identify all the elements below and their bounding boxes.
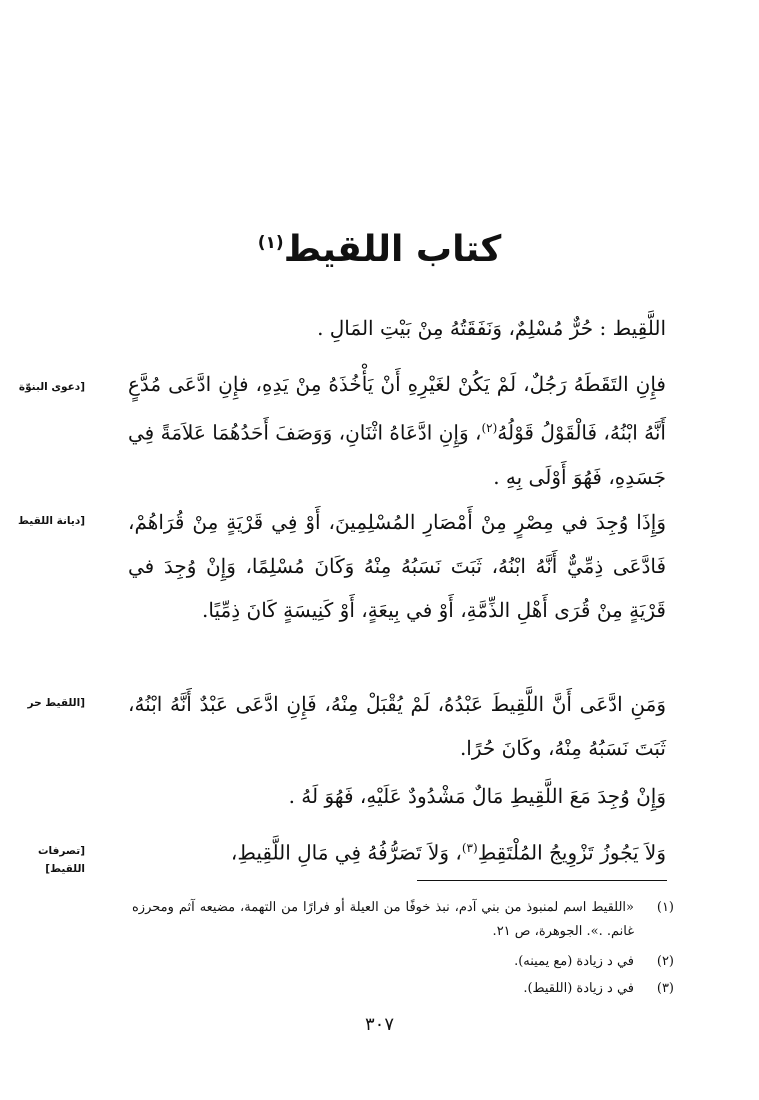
paragraph-definition: اللَّقِيط : حُرٌّ مُسْلِمٌ، وَنَفَقَتُهُ مِنْ بَيْتِ المَالِ . [317, 316, 666, 340]
footnote-number: (١) [656, 900, 674, 915]
footnote-number: (٢) [656, 954, 674, 969]
footnote-text: في د زيادة (مع يمينه). [514, 954, 634, 969]
page-number: ٣٠٧ [364, 1014, 394, 1035]
footnote-number: (٣) [656, 981, 674, 996]
footnote-2 [132, 950, 674, 974]
paragraph-property: وَإِنْ وُجِدَ مَعَ اللَّقِيطِ مَالٌ مَشْدُودٌ عَلَيْهِ، فَهُوَ لَهُ . [288, 784, 666, 808]
footnote-ref-2: (٢) [481, 421, 498, 435]
footnote-text: في د زيادة (اللقيط). [523, 981, 634, 996]
margin-gloss-religion: [ديانة اللقيط [18, 515, 85, 527]
margin-gloss-claim-of-sonship: [دعوى البنوّة [18, 381, 85, 393]
footnote-ref-3: (٣) [461, 841, 478, 855]
footnote-separator [417, 880, 667, 881]
chapter-title [0, 218, 759, 275]
paragraph-dispositions: وَلاَ يَجُوزُ تَزْوِيجُ المُلْتَقِطِ$^{(٣)}$، وَلاَ تَصَرُّفُهُ فِي مَالِ اللَّقِيطِ، [230, 840, 666, 865]
chapter-title-text: كتاب اللقيط [283, 229, 502, 270]
margin-gloss-foundling-free: [اللقيط حر [27, 697, 85, 709]
footnote-text: «اللقيط اسم لمنبوذ من بني آدم، نبذ خوفًا من العيلة أو فرارًا من التهمة، مضيعه آثم ومحرزه غانم. .». الجوهرة، ص ٢١. [132, 900, 634, 939]
paragraph-foundling-free: وَمَنِ ادَّعَى أَنَّ اللَّقِيطَ عَبْدُهُ، لَمْ يُقْبَلْ مِنْهُ، فَإِنِ ادَّعَى عَبْدٌ أَنَّهُ ابْنُهُ، ثَبَتَ نَسَبُهُ مِنْهُ، وكَانَ حُرًا. [128, 692, 666, 760]
title-footnote-ref: (١) [257, 233, 284, 253]
footnote-3 [132, 977, 674, 1001]
paragraph-claim-of-sonship: فإِنِ التَقَطَهُ رَجُلٌ، لَمْ يَكُنْ لغَيْرِهِ أَنْ يَأْخُذَهُ مِنْ يَدِهِ، فإِنِ ادَّعَى مُدَّعٍ أَنَّهُ ابْنُهُ، فَالْقَوْلُ قَوْلُهُ$^{(٢)}$، وَإِنِ ادَّعَاهُ اثْنَانِ، وَوَصَفَ أَحَدُهُمَا عَلاَمَةً فِي جَسَدِهِ، فَهُوَ أَوْلَى بِهِ . [128, 372, 666, 489]
footnote-1 [132, 896, 674, 944]
margin-gloss-dispositions: [تصرفات اللقيط] [38, 845, 85, 875]
paragraph-religion-of-foundling: وَإِذَا وُجِدَ في مِصْرٍ مِنْ أَمْصَارِ المُسْلِمِينَ، أَوْ فِي قَرْيَةٍ مِنْ قُرَاهُمْ، فَادَّعَى ذِمِّيٌّ أَنَّهُ ابْنُهُ، ثَبَتَ نَسَبُهُ مِنْهُ وَكَانَ مُسْلِمًا، وَإِنْ وُجِدَ في قَرْيَةٍ مِنْ قُرَى أَهْلِ الذِّمَّةِ، أَوْ في بِيعَةٍ، أَوْ كَنِيسَةٍ كَانَ ذِمِّيًا. [128, 510, 666, 622]
